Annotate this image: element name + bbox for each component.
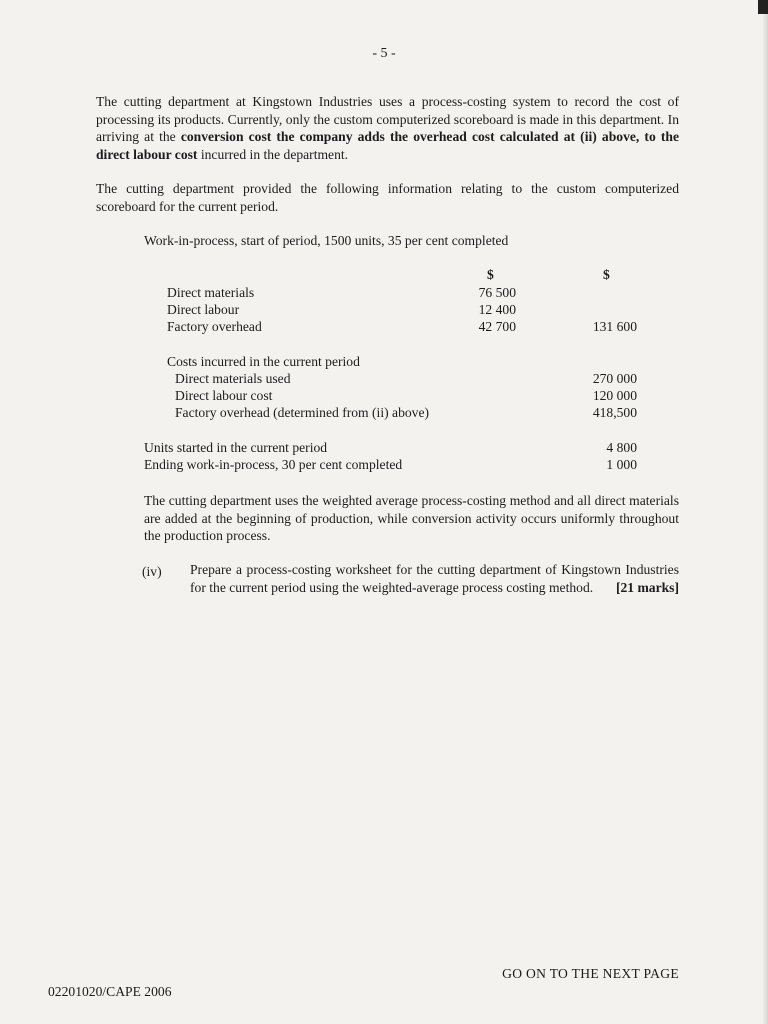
method-paragraph: The cutting department uses the weighted average process-costing method and all direct materials are added at the beginning of production, while conversion activity occurs uniformly throughout the production process. <box>144 493 679 544</box>
currency-header-2: $ <box>603 267 610 282</box>
question-text: Prepare a process-costing worksheet for the cutting department of Kingstown Industries for the current period using the weighted-average process costing method. <box>190 562 679 595</box>
question-number: (iv) <box>142 564 162 579</box>
current-costs-heading: Costs incurred in the current period <box>167 354 360 369</box>
current-cost-total: 418,500 <box>592 405 637 420</box>
next-page-note: GO ON TO THE NEXT PAGE <box>502 966 679 981</box>
question-marks: [21 marks] <box>615 579 679 595</box>
wip-start-line: Work-in-process, start of period, 1500 units, 35 per cent completed <box>144 233 509 248</box>
opening-cost-label: Direct labour <box>167 302 240 317</box>
page-corner-mark <box>758 0 768 14</box>
opening-cost-label: Factory overhead <box>167 319 262 334</box>
opening-cost-amount: 12 400 <box>478 302 516 317</box>
intro-paragraph: The cutting department at Kingstown Industries uses a process-costing system to record the cost of processing its products. Currently, only the custom computerized scoreboard is made in this department. In arriving at the conversion cost the company adds the overhead cost calculated at (ii) above, to the direct labour cost incurred in the department. <box>96 94 679 162</box>
units-value: 4 800 <box>606 440 637 455</box>
opening-cost-amount: 76 500 <box>478 285 516 300</box>
current-cost-label: Factory overhead (determined from (ii) above) <box>175 405 430 420</box>
page-edge-shadow <box>762 0 768 1024</box>
opening-cost-label: Direct materials <box>167 285 255 300</box>
current-cost-total: 120 000 <box>592 388 637 403</box>
info-paragraph: The cutting department provided the following information relating to the custom computerized scoreboard for the current period. <box>96 181 679 214</box>
bold-phrase: conversion cost the company adds the overhead cost calculated at (ii) above, to the direct labour cost <box>96 129 679 162</box>
units-value: 1 000 <box>606 457 637 472</box>
paper-code: 02201020/CAPE 2006 <box>48 984 172 999</box>
units-label: Units started in the current period <box>144 440 328 455</box>
current-cost-total: 270 000 <box>592 371 637 386</box>
opening-cost-total: 131 600 <box>592 319 637 334</box>
current-cost-label: Direct materials used <box>175 371 291 386</box>
page-number: - 5 - <box>372 46 396 61</box>
opening-cost-amount: 42 700 <box>478 319 516 334</box>
currency-header-1: $ <box>487 267 494 282</box>
current-cost-label: Direct labour cost <box>175 388 273 403</box>
units-label: Ending work-in-process, 30 per cent completed <box>144 457 403 472</box>
question-text-block <box>190 561 679 596</box>
